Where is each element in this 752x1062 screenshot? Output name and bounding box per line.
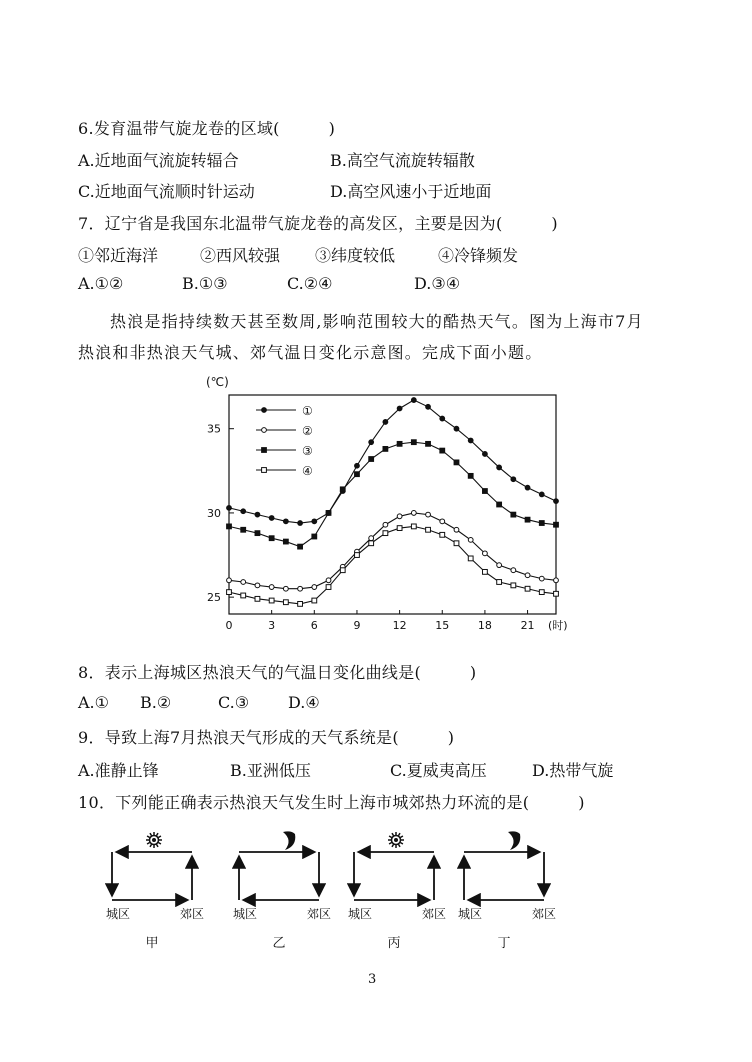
series-2-point <box>539 576 544 581</box>
series-2-point <box>326 578 331 583</box>
series-3-point <box>340 487 345 492</box>
circulation-diagram-甲 <box>106 832 204 951</box>
y-tick-label-35: 35 <box>207 422 221 436</box>
moon-icon <box>508 831 520 850</box>
y-axis-label: (℃) <box>206 375 229 389</box>
series-2-point <box>426 512 431 517</box>
x-tick-label-3: 3 <box>268 619 276 632</box>
city-label: 城区 <box>458 907 483 921</box>
sun-icon <box>146 832 162 848</box>
series-4-point <box>539 590 544 595</box>
series-4-point <box>255 596 260 601</box>
series-2-point <box>454 527 459 532</box>
circulation-diagrams <box>100 820 580 955</box>
series-4-point <box>283 600 288 605</box>
series-3-point <box>312 534 317 539</box>
series-1-point <box>269 516 274 521</box>
legend-marker-2 <box>262 428 267 433</box>
series-4-point <box>340 568 345 573</box>
q9-stem: 9．导致上海7月热浪天气形成的天气系统是( ) <box>78 728 455 747</box>
series-3-point <box>241 527 246 532</box>
series-2-point <box>483 551 488 556</box>
q7-factor-1: ①邻近海洋 <box>78 246 159 265</box>
passage-line-1: 热浪是指持续数天甚至数周,影响范围较大的酷热天气。图为上海市7月 <box>110 312 644 331</box>
series-1-point <box>483 452 488 457</box>
series-3-point <box>411 440 416 445</box>
series-4-point <box>511 583 516 588</box>
series-2-point <box>397 514 402 519</box>
q8-option-c: C.③ <box>218 693 250 712</box>
series-4-point <box>298 601 303 606</box>
y-tick-label-30: 30 <box>207 506 221 520</box>
series-3-point <box>355 472 360 477</box>
q8-stem: 8．表示上海城区热浪天气的气温日变化曲线是( ) <box>78 663 477 682</box>
legend-label-4: ④ <box>302 464 313 478</box>
plot-frame <box>229 395 556 614</box>
series-4-point <box>497 580 502 585</box>
series-1-point <box>227 505 232 510</box>
series-4-point <box>369 541 374 546</box>
series-3-point <box>525 517 530 522</box>
series-2-point <box>411 511 416 516</box>
legend-label-1: ① <box>302 404 313 418</box>
series-4-point <box>411 524 416 529</box>
q9-option-d: D.热带气旋 <box>532 761 614 780</box>
series-4-point <box>468 556 473 561</box>
series-3-point <box>283 539 288 544</box>
x-tick-label-0: 0 <box>225 619 233 632</box>
series-2-point <box>227 578 232 583</box>
q6-option-a: A.近地面气流旋转辐合 <box>78 151 239 170</box>
suburb-label: 郊区 <box>180 907 205 921</box>
series-1-point <box>554 499 559 504</box>
circulation-diagram-丙 <box>348 832 446 951</box>
series-1-point <box>241 509 246 514</box>
y-tick-label-25: 25 <box>207 591 221 605</box>
series-1-point <box>454 426 459 431</box>
q7-option-b: B.①③ <box>182 274 228 293</box>
series-1-point <box>525 485 530 490</box>
series-2-point <box>525 573 530 578</box>
legend-label-2: ② <box>302 424 313 438</box>
series-1-point <box>497 465 502 470</box>
series-2-point <box>369 536 374 541</box>
series-3-point <box>426 441 431 446</box>
series-3-point <box>397 441 402 446</box>
city-label: 城区 <box>348 907 373 921</box>
diagram-label: 丙 <box>387 936 401 951</box>
series-1-point <box>369 440 374 445</box>
series-4-point <box>483 569 488 574</box>
q7-factor-4: ④冷锋频发 <box>438 246 519 265</box>
series-3-point <box>554 522 559 527</box>
sun-icon <box>388 832 404 848</box>
q7-option-c: C.②④ <box>287 274 333 293</box>
x-tick-label-21: 21 <box>520 619 535 632</box>
series-1-point <box>283 519 288 524</box>
q9-option-a: A.准静止锋 <box>78 761 159 780</box>
diagram-label: 乙 <box>272 936 286 951</box>
series-2-point <box>241 580 246 585</box>
series-4-point <box>312 598 317 603</box>
x-tick-label-9: 9 <box>353 619 361 632</box>
series-2-point <box>283 586 288 591</box>
series-2-point <box>255 583 260 588</box>
q9-option-c: C.夏威夷高压 <box>390 761 487 780</box>
x-tick-label-18: 18 <box>477 619 492 632</box>
legend-marker-1 <box>262 408 267 413</box>
series-2-point <box>511 568 516 573</box>
series-3-point <box>269 536 274 541</box>
legend-marker-4 <box>262 468 267 473</box>
series-1-point <box>511 477 516 482</box>
moon-icon <box>283 831 295 850</box>
series-2-point <box>383 522 388 527</box>
series-3-point <box>454 460 459 465</box>
series-2-point <box>269 585 274 590</box>
q7-factor-3: ③纬度较低 <box>315 246 396 265</box>
series-3-point <box>483 489 488 494</box>
series-3-point <box>468 473 473 478</box>
series-2-point <box>468 537 473 542</box>
series-1-point <box>383 420 388 425</box>
q6-stem: 6.发育温带气旋龙卷的区域( ) <box>78 119 336 138</box>
circulation-diagram-乙 <box>233 831 331 951</box>
q10-stem: 10．下列能正确表示热浪天气发生时上海市城郊热力环流的是( ) <box>78 793 585 812</box>
x-tick-label-6: 6 <box>310 619 318 632</box>
series-4-point <box>397 526 402 531</box>
series-2-point <box>312 585 317 590</box>
q6-option-c: C.近地面气流顺时针运动 <box>78 182 255 201</box>
series-1-point <box>426 404 431 409</box>
series-line-4 <box>229 526 556 603</box>
q7-factor-2: ②西风较强 <box>200 246 281 265</box>
temperature-chart <box>196 370 596 640</box>
series-4-point <box>454 541 459 546</box>
series-3-point <box>369 457 374 462</box>
series-2-point <box>497 563 502 568</box>
series-3-point <box>497 502 502 507</box>
series-1-point <box>411 398 416 403</box>
series-3-point <box>227 524 232 529</box>
series-3-point <box>511 512 516 517</box>
series-4-point <box>326 585 331 590</box>
city-label: 城区 <box>233 907 258 921</box>
page-number: 3 <box>368 972 377 987</box>
q8-option-b: B.② <box>140 693 172 712</box>
series-3-point <box>440 448 445 453</box>
series-1-point <box>255 512 260 517</box>
series-1-point <box>355 463 360 468</box>
series-4-point <box>440 532 445 537</box>
circulation-diagram-丁 <box>458 831 556 951</box>
q7-option-a: A.①② <box>78 274 124 293</box>
series-3-point <box>539 521 544 526</box>
series-2-point <box>554 578 559 583</box>
series-1-point <box>312 519 317 524</box>
diagram-label: 丁 <box>497 936 511 951</box>
series-line-1 <box>229 400 556 523</box>
q6-option-b: B.高空气流旋转辐散 <box>330 151 475 170</box>
series-3-point <box>326 511 331 516</box>
series-4-point <box>227 590 232 595</box>
series-4-point <box>355 553 360 558</box>
series-4-point <box>269 598 274 603</box>
q7-stem: 7．辽宁省是我国东北温带气旋龙卷的高发区，主要是因为( ) <box>78 214 558 233</box>
x-tick-label-12: 12 <box>392 619 407 632</box>
q8-option-a: A.① <box>78 693 109 712</box>
series-4-point <box>426 527 431 532</box>
suburb-label: 郊区 <box>422 907 447 921</box>
q6-option-d: D.高空风速小于近地面 <box>330 182 492 201</box>
series-2-point <box>440 519 445 524</box>
series-4-point <box>241 593 246 598</box>
q8-option-d: D.④ <box>288 693 320 712</box>
suburb-label: 郊区 <box>307 907 332 921</box>
x-tick-label-15: 15 <box>435 619 450 632</box>
series-4-point <box>554 591 559 596</box>
q9-option-b: B.亚洲低压 <box>230 761 311 780</box>
series-3-point <box>298 544 303 549</box>
series-2-point <box>298 586 303 591</box>
series-1-point <box>298 521 303 526</box>
series-1-point <box>397 406 402 411</box>
series-1-point <box>539 492 544 497</box>
legend-marker-3 <box>262 448 267 453</box>
city-label: 城区 <box>106 907 131 921</box>
passage-line-2: 热浪和非热浪天气城、郊气温日变化示意图。完成下面小题。 <box>78 343 543 362</box>
series-4-point <box>383 531 388 536</box>
x-axis-label: (时) <box>548 619 568 632</box>
series-line-2 <box>229 513 556 589</box>
series-1-point <box>468 438 473 443</box>
diagram-label: 甲 <box>145 936 159 951</box>
series-4-point <box>525 586 530 591</box>
series-1-point <box>440 416 445 421</box>
legend-label-3: ③ <box>302 444 313 458</box>
suburb-label: 郊区 <box>532 907 557 921</box>
series-3-point <box>383 447 388 452</box>
series-3-point <box>255 531 260 536</box>
q7-option-d: D.③④ <box>414 274 461 293</box>
